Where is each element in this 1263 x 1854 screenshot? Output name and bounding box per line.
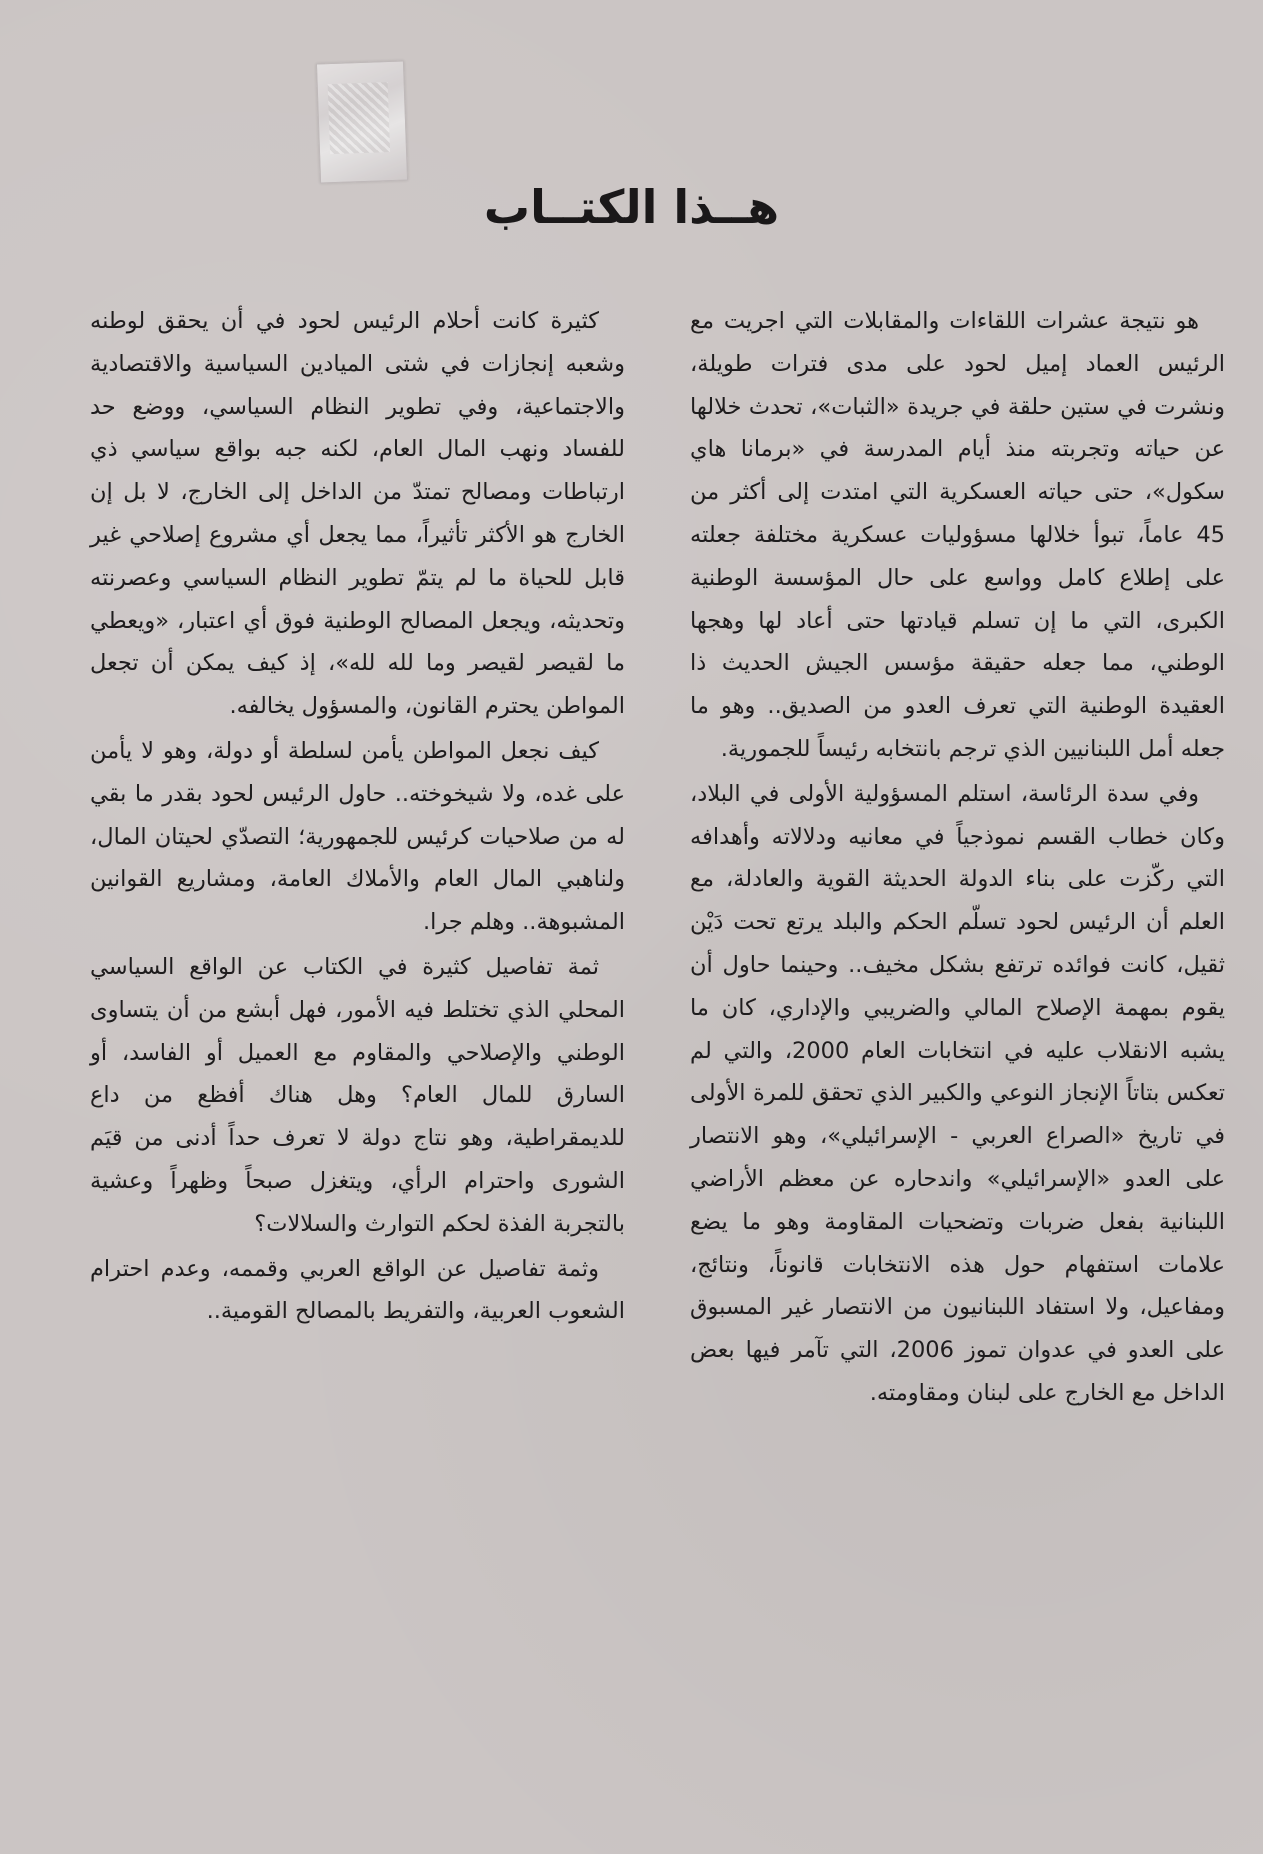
left-text-column <box>90 300 625 1333</box>
tape-patch <box>316 61 408 184</box>
right-text-column <box>690 300 1225 1415</box>
left-paragraph-2: كيف نجعل المواطن يأمن لسلطة أو دولة، وهو لا يأمن على غده، ولا شيخوخته.. حاول الرئيس لحود بقدر ما بقي له من صلاحيات كرئيس للجمهورية؛ التصدّي لحيتان المال، ولناهبي المال العام والأملاك العامة، ومشاريع القوانين المشبوهة.. وهلم جرا. <box>90 737 625 936</box>
left-paragraph-3: ثمة تفاصيل كثيرة في الكتاب عن الواقع السياسي المحلي الذي تختلط فيه الأمور، فهل أبشع من أن يتساوى الوطني والإصلاحي والمقاوم مع العميل أو الفاسد، أو السارق للمال العام؟ وهل هناك أفظع من داع للديمقراطية، وهو نتاج دولة لا تعرف حداً أدنى من قيَم الشورى واحترام الرأي، ويتغزل صبحاً وظهراً وعشية بالتجربة الفذة لحكم التوارث والسلالات؟ <box>90 953 625 1237</box>
page-title: هــذا الكتــاب <box>483 180 780 234</box>
left-paragraph-1: كثيرة كانت أحلام الرئيس لحود في أن يحقق لوطنه وشعبه إنجازات في شتى الميادين السياسية والاقتصادية والاجتماعية، وفي تطوير النظام السياسي، ووضع حد للفساد ونهب المال العام، لكنه جبه بواقع سياسي ذي ارتباطات ومصالح تمتدّ من الداخل إلى الخارج، لا بل إن الخارج هو الأكثر تأثيراً، مما يجعل أي مشروع إصلاحي غير قابل للحياة ما لم يتمّ تطوير النظام السياسي وعصرنته وتحديثه، ويجعل المصالح الوطنية فوق أي اعتبار، «ويعطي ما لقيصر لقيصر وما لله لله»، إذ كيف يمكن أن تجعل المواطن يحترم القانون، والمسؤول يخالفه. <box>90 308 625 720</box>
right-paragraph-1: هو نتيجة عشرات اللقاءات والمقابلات التي اجريت مع الرئيس العماد إميل لحود على مدى فترات طويلة، ونشرت في ستين حلقة في جريدة «الثبات»، تحدث خلالها عن حياته وتجربته منذ أيام المدرسة في «برمانا هاي سكول»، حتى حياته العسكرية التي امتدت إلى أكثر من 45 عاماً، تبوأ خلالها مسؤوليات عسكرية مختلفة جعلته على إطلاع كامل وواسع على حال المؤسسة الوطنية الكبرى، التي ما إن تسلم قيادتها حتى أعاد لها وهجها الوطني، مما جعله حقيقة مؤسس الجيش الحديث ذا العقيدة الوطنية التي تعرف العدو من الصديق.. وهو ما جعله أمل اللبنانيين الذي ترجم بانتخابه رئيساً للجمورية. <box>690 308 1225 762</box>
left-paragraph-4: وثمة تفاصيل عن الواقع العربي وقممه، وعدم احترام الشعوب العربية، والتفريط بالمصالح القومية.. <box>90 1255 625 1325</box>
right-paragraph-2: وفي سدة الرئاسة، استلم المسؤولية الأولى في البلاد، وكان خطاب القسم نموذجياً في معانيه ودلالاته وأهدافه التي ركّزت على بناء الدولة الحديثة القوية والعادلة، مع العلم أن الرئيس لحود تسلّم الحكم والبلد يرتع تحت دَيْن ثقيل، كانت فوائده ترتفع بشكل مخيف.. وحينما حاول أن يقوم بمهمة الإصلاح المالي والضريبي والإداري، كان ما يشبه الانقلاب عليه في انتخابات العام 2000، والتي لم تعكس بتاتاً الإنجاز النوعي والكبير الذي تحقق للمرة الأولى في تاريخ «الصراع العربي - الإسرائيلي»، وهو الانتصار على العدو «الإسرائيلي» واندحاره عن معظم الأراضي اللبنانية بفعل ضربات وتضحيات المقاومة وهو ما يضع علامات استفهام حول هذه الانتخابات قانوناً، ونتائج، ومفاعيل، ولا استفاد اللبنانيون من الانتصار غير المسبوق على العدو في عدوان تموز 2006، التي تآمر فيها بعض الداخل مع الخارج على لبنان ومقاومته. <box>690 780 1225 1406</box>
